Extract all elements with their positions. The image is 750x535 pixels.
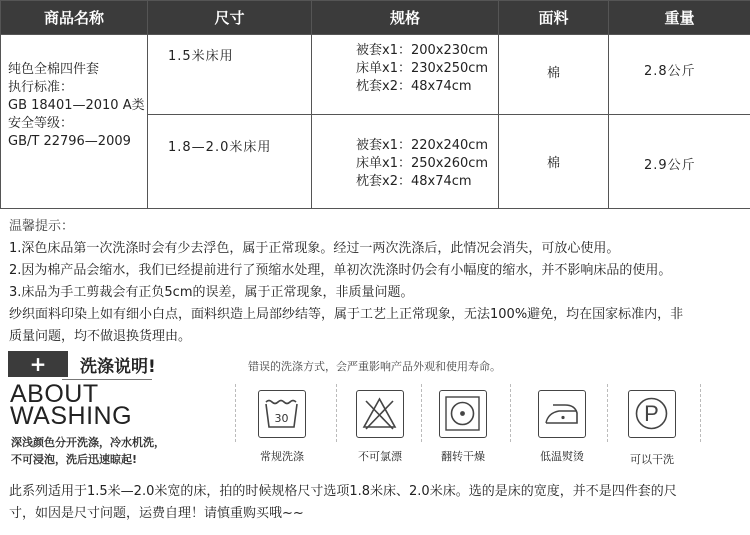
tip-line: 2.因为棉产品会缩水，我们已经提前进行了预缩水处理，单初次洗涤时仍会有小幅度的缩水，并不影响床品的使用。 (9, 263, 672, 278)
wash-30-icon (258, 390, 306, 438)
note-line: 寸，如因是尺寸问题，运费自理！请慎重购买哦~~ (9, 506, 304, 521)
tip-line: 1.深色床品第一次洗涤时会有少去浮色，属于正常现象。经过一两次洗涤后，此情况会消失，可放心使用。 (9, 241, 620, 256)
iron-low-icon (538, 390, 586, 438)
tips-title: 温馨提示： (9, 219, 75, 234)
dry-clean-letter: P (644, 401, 659, 426)
wash-temp: 30 (274, 412, 289, 425)
standard-value: GB 18401—2010 A类 (8, 98, 145, 113)
size-note (9, 481, 744, 525)
about-washing-heading (10, 380, 133, 430)
size-cell: 1.5米床用 (148, 35, 312, 115)
header-product-name: 商品名称 (1, 1, 148, 35)
about-sub-line: 深浅颜色分开洗涤，冷水机洗， (11, 436, 165, 449)
care-label: 翻转干燥 (441, 450, 485, 463)
no-bleach-icon (356, 390, 404, 438)
spec-line: 被套x1：200x230cm (356, 43, 489, 58)
about-line: WASHING (10, 402, 133, 430)
size-cell: 1.8—2.0米床用 (148, 115, 312, 209)
care-label: 可以干洗 (630, 453, 674, 466)
about-line: ABOUT (10, 380, 99, 408)
header-size: 尺寸 (148, 1, 312, 35)
spec-line: 被套x1：220x240cm (356, 138, 489, 153)
tips-section (9, 216, 744, 348)
care-item-dryclean (602, 390, 702, 467)
about-sub-line: 不可浸泡，洗后迅速晾起! (11, 453, 138, 466)
standard-label: 执行标准： (8, 80, 74, 95)
spec-line: 床单x1：230x250cm (356, 61, 489, 76)
icon-separator (700, 384, 701, 442)
product-name-cell (1, 35, 148, 209)
tip-line: 质量问题，均不做退换货理由。 (9, 329, 192, 344)
table-header-row (1, 1, 750, 35)
spec-line: 枕套x2：48x74cm (356, 79, 472, 94)
spec-line: 床单x1：250x260cm (356, 156, 489, 171)
header-material: 面料 (499, 1, 609, 35)
spec-cell (312, 35, 499, 115)
note-line: 此系列适用于1.5米—2.0米宽的床，拍的时候规格尺寸选项1.8米床、2.0米床。选的是床的宽度，并不是四件套的尺 (9, 484, 677, 499)
about-washing-subtext (11, 434, 165, 468)
tip-line: 纱织面料印染上如有细小白点，面料织造上局部纱结等，属于工艺上正常现象，无法100%避免，均在国家标准内，非 (9, 307, 684, 322)
care-label: 常规洗涤 (260, 450, 304, 463)
icon-separator (510, 384, 511, 442)
washing-banner (0, 348, 750, 382)
tip-line: 3.床品为手工剪裁会有正负5cm的误差，属于正常现象，非质量问题。 (9, 285, 414, 300)
header-spec: 规格 (312, 1, 499, 35)
weight-cell: 2.9公斤 (609, 115, 750, 209)
care-label: 不可氯漂 (358, 450, 402, 463)
product-name: 纯色全棉四件套 (8, 62, 100, 77)
header-weight: 重量 (609, 1, 750, 35)
tumble-dry-icon (439, 390, 487, 438)
table-row (1, 35, 750, 115)
weight-cell: 2.8公斤 (609, 35, 750, 115)
dry-clean-icon (628, 390, 676, 438)
safety-label: 安全等级： (8, 116, 74, 131)
care-item-iron (512, 390, 612, 464)
material-cell: 棉 (499, 35, 609, 115)
care-item-dry (413, 390, 513, 464)
plus-icon: + (8, 351, 68, 377)
washing-warning: 错误的洗涤方式，会严重影响产品外观和使用寿命。 (248, 360, 501, 373)
spec-table (0, 0, 750, 209)
washing-title: 洗涤说明! (80, 357, 156, 377)
care-label: 低温熨烫 (540, 450, 584, 463)
spec-cell (312, 115, 499, 209)
spec-line: 枕套x2：48x74cm (356, 174, 472, 189)
safety-value: GB/T 22796—2009 (8, 134, 131, 149)
care-item-wash (232, 390, 332, 464)
material-cell: 棉 (499, 115, 609, 209)
